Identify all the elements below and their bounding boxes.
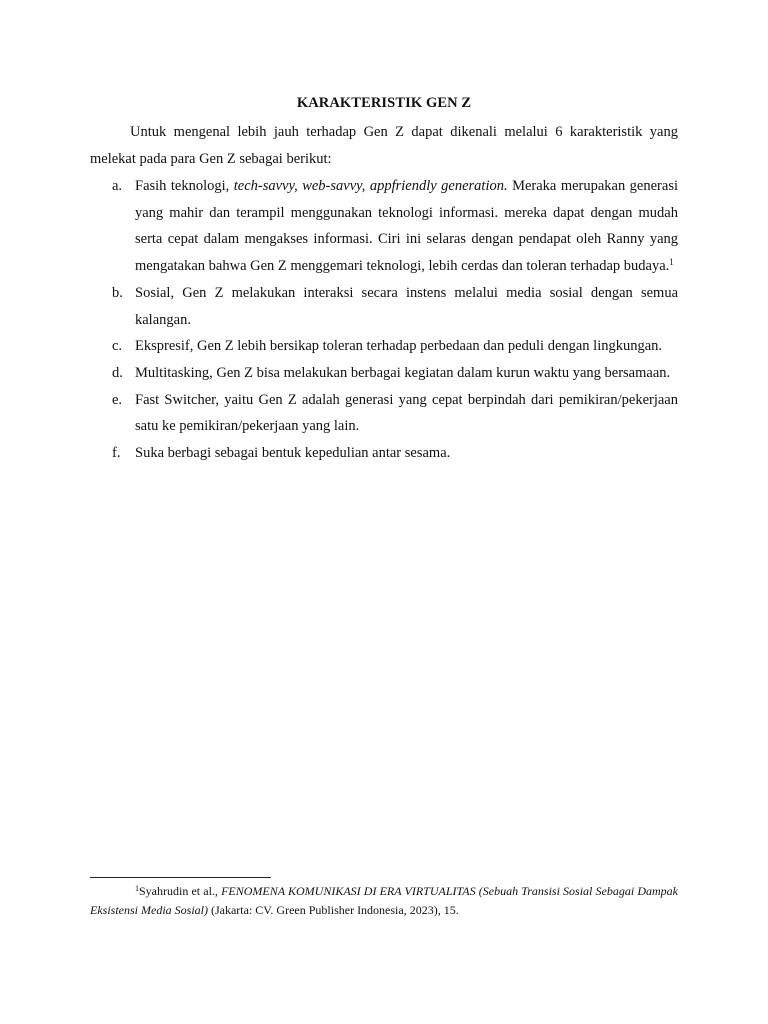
list-item-rest: Meraka merupakan generasi yang mahir dan terampil menggunakan teknologi informasi. mereka dapat dengan mudah serta cepat dalam mengakses informasi. Ciri ini selaras dengan pendapat oleh Ranny yang mengatakan bahwa Gen Z menggemari teknologi, lebih cerdas dan toleran terhadap budaya. — [135, 178, 678, 275]
footnote-reference[interactable]: 1 — [669, 257, 674, 268]
list-item-text: Multitasking, Gen Z bisa melakukan berbagai kegiatan dalam kurun waktu yang bersamaan. — [135, 364, 671, 381]
footnote — [90, 882, 678, 920]
footnote-divider — [90, 877, 271, 878]
footnote-publication: (Jakarta: CV. Green Publisher Indonesia, 2023), 15. — [207, 903, 459, 917]
list-item-lead: Fasih teknologi, — [135, 178, 234, 194]
list-item — [90, 387, 678, 440]
footnote-number: 1 — [135, 884, 139, 893]
list-item — [90, 440, 678, 467]
list-marker: b. — [112, 284, 123, 301]
list-item-text: Suka berbagi sebagai bentuk kepedulian antar sesama. — [135, 445, 451, 462]
list-item — [90, 280, 678, 333]
page-title: KARAKTERISTIK GEN Z — [296, 95, 472, 111]
list-marker: f. — [112, 445, 121, 462]
intro-paragraph: Untuk mengenal lebih jauh terhadap Gen Z dapat dikenali melalui 6 karakteristik yang melekat pada para Gen Z sebagai berikut: — [90, 124, 678, 167]
characteristics-list — [90, 173, 678, 467]
list-marker: c. — [112, 338, 123, 355]
footnote-title: FENOMENA KOMUNIKASI DI ERA VIRTUALITAS (Sebuah Transisi Sosial Sebagai Dampak Eksistensi Media Sosial) — [90, 884, 678, 917]
list-marker: a. — [112, 178, 123, 194]
list-marker: e. — [112, 391, 123, 408]
footnote-author: Syahrudin et al., — [139, 884, 222, 898]
list-item-text: Fast Switcher, yaitu Gen Z adalah generasi yang cepat berpindah dari pemikiran/pekerjaan satu ke pemikiran/pekerjaan yang lain. — [135, 391, 678, 435]
list-item — [90, 333, 678, 360]
list-item — [90, 173, 678, 280]
list-item-italic: tech-savvy, web-savvy, appfriendly generation. — [233, 178, 508, 194]
list-item-text — [135, 173, 678, 280]
list-item-text: Sosial, Gen Z melakukan interaksi secara instens melalui media sosial dengan semua kalangan. — [135, 284, 678, 328]
list-marker: d. — [112, 364, 123, 381]
list-item — [90, 360, 678, 387]
list-item-text: Ekspresif, Gen Z lebih bersikap toleran terhadap perbedaan dan peduli dengan lingkungan. — [135, 338, 663, 355]
